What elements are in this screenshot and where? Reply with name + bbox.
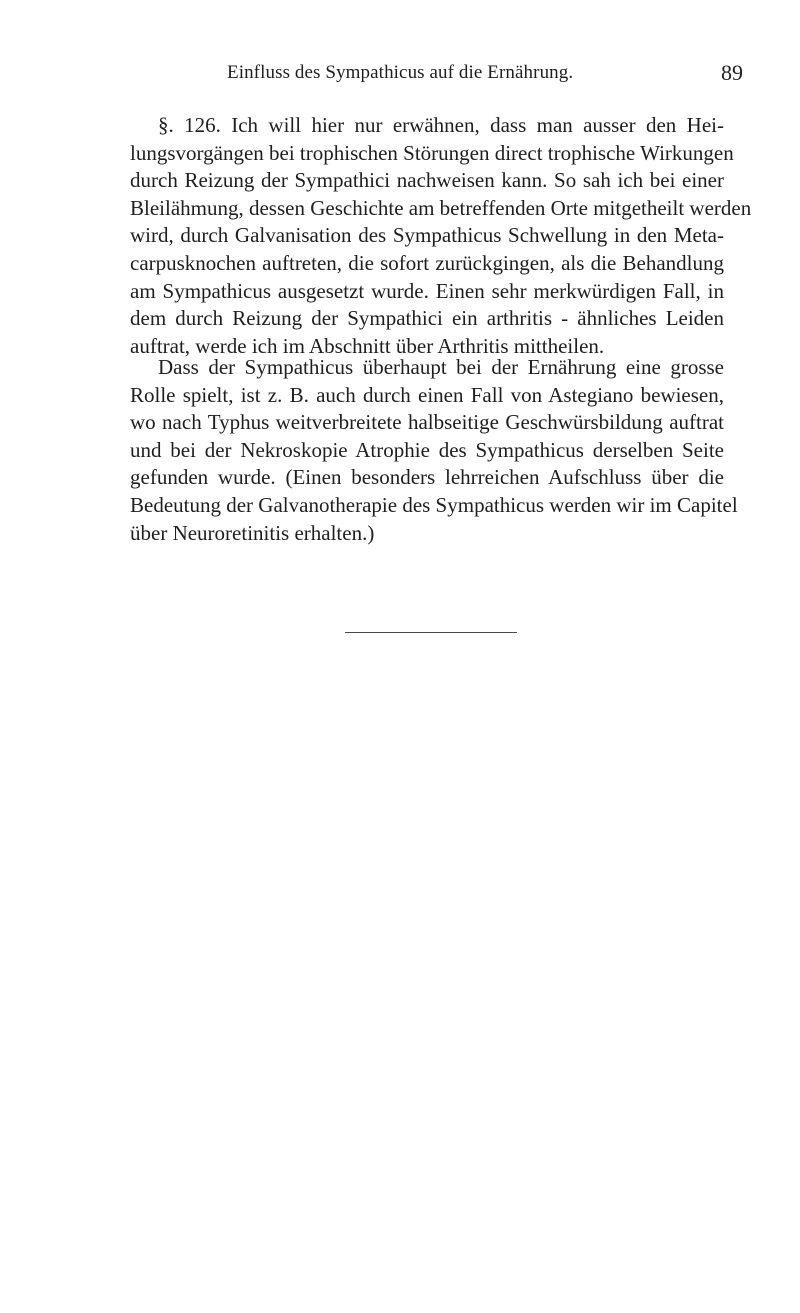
text-line: lungsvorgängen bei trophischen Störungen direct trophische Wirkungen xyxy=(130,140,734,165)
text-line: dem durch Reizung der Sympathici ein arthritis - ähnliches Leiden xyxy=(130,306,724,331)
text-line: Bedeutung der Galvanotherapie des Sympathicus werden wir im Capitel xyxy=(130,492,738,517)
text-line: Rolle spielt, ist z. B. auch durch einen Fall von Astegiano bewiesen, xyxy=(130,382,724,407)
text-line: Dass der Sympathicus überhaupt bei der Ernährung eine grosse xyxy=(158,355,724,379)
text-line: gefunden wurde. (Einen besonders lehrreichen Aufschluss über die xyxy=(130,465,724,490)
paragraph-section-126 xyxy=(130,112,752,360)
text-line: wo nach Typhus weitverbreitete halbseitige Geschwürsbildung auftrat xyxy=(130,410,724,435)
text-line: auftrat, werde ich im Abschnitt über Arthritis mittheilen. xyxy=(130,333,605,358)
text-line: am Sympathicus ausgesetzt wurde. Einen sehr merkwürdigen Fall, in xyxy=(130,278,724,303)
page-number: 89 xyxy=(721,60,743,85)
running-head: Einfluss des Sympathicus auf die Ernährung. xyxy=(227,62,574,83)
text-line: durch Reizung der Sympathici nachweisen kann. So sah ich bei einer xyxy=(130,168,724,193)
text-line: wird, durch Galvanisation des Sympathicus Schwellung in den Meta- xyxy=(130,223,724,248)
text-line: Bleilähmung, dessen Geschichte am betreffenden Orte mitgetheilt werden xyxy=(130,195,752,220)
text-line: über Neuroretinitis erhalten.) xyxy=(130,520,375,545)
text-line: §. 126. Ich will hier nur erwähnen, dass man ausser den Hei- xyxy=(158,113,724,137)
text-line: carpusknochen auftreten, die sofort zurückgingen, als die Behandlung xyxy=(130,250,724,275)
footnote-divider xyxy=(345,632,517,633)
text-line: und bei der Nekroskopie Atrophie des Sympathicus derselben Seite xyxy=(130,437,724,462)
paragraph-sympathicus-ernaehrung xyxy=(130,354,738,547)
